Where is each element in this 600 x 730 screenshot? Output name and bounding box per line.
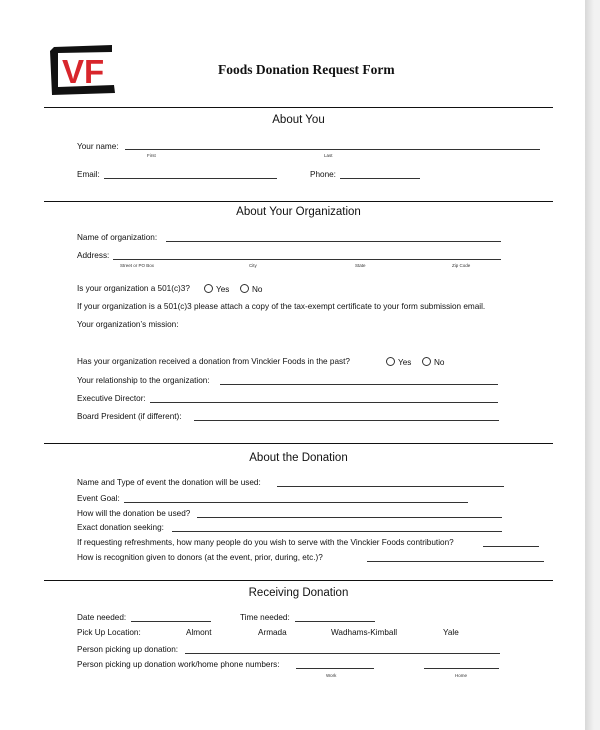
section-heading-about-you: About You xyxy=(272,114,325,126)
home-phone-field[interactable] xyxy=(424,668,499,669)
exec-director-label: Executive Director: xyxy=(77,394,146,403)
event-label: Name and Type of event the donation will be used: xyxy=(77,478,261,487)
vf-logo xyxy=(44,41,119,99)
q501-note: If your organization is a 501(c)3 please attach a copy of the tax-exempt certificate to your form submission email. xyxy=(77,302,486,311)
page-shadow xyxy=(585,0,600,730)
form-title: Foods Donation Request Form xyxy=(218,62,395,77)
first-caption: First xyxy=(147,153,156,158)
q501-label: Is your organization a 501(c)3? xyxy=(77,284,190,293)
section-divider xyxy=(44,580,553,581)
goal-field[interactable] xyxy=(124,502,468,503)
prior-yes-radio[interactable] xyxy=(386,357,395,366)
exec-director-field[interactable] xyxy=(150,402,498,403)
pickup-location-label: Pick Up Location: xyxy=(77,628,141,637)
q501-no-option[interactable] xyxy=(240,284,262,295)
prior-donation-label: Has your organization received a donation from Vinckier Foods in the past? xyxy=(77,357,350,366)
usage-label: How will the donation be used? xyxy=(77,509,191,518)
prior-no-text: No xyxy=(434,358,445,367)
relationship-label: Your relationship to the organization: xyxy=(77,376,210,385)
email-field[interactable] xyxy=(104,178,277,179)
prior-yes-text: Yes xyxy=(398,358,412,367)
section-divider xyxy=(44,201,553,202)
address-caption-city: City xyxy=(249,263,257,268)
address-caption-street: Street or PO Box xyxy=(120,263,155,268)
address-caption-state: State xyxy=(355,263,366,268)
prior-no-radio[interactable] xyxy=(422,357,431,366)
section-divider xyxy=(44,443,553,444)
time-needed-label: Time needed: xyxy=(240,613,290,622)
recognition-label: How is recognition given to donors (at the event, prior, during, etc.)? xyxy=(77,553,323,562)
goal-label: Event Goal: xyxy=(77,494,120,503)
q501-no-text: No xyxy=(252,285,263,294)
your-name-field[interactable] xyxy=(125,149,540,150)
location-option-wadhams-kimball[interactable]: Wadhams-Kimball xyxy=(331,628,398,637)
relationship-field[interactable] xyxy=(220,384,498,385)
q501-yes-text: Yes xyxy=(216,285,230,294)
section-heading-donation: About the Donation xyxy=(249,452,348,464)
q501-no-radio[interactable] xyxy=(240,284,249,293)
address-caption-zip: Zip Code xyxy=(452,263,471,268)
work-caption: Work xyxy=(326,673,337,678)
prior-no-option[interactable] xyxy=(422,357,444,368)
home-caption: Home xyxy=(455,673,468,678)
date-needed-label: Date needed: xyxy=(77,613,127,622)
person-pickup-field[interactable] xyxy=(185,653,500,654)
mission-label: Your organization’s mission: xyxy=(77,320,179,329)
section-heading-receiving: Receiving Donation xyxy=(248,587,349,599)
time-needed-field[interactable] xyxy=(295,621,375,622)
recognition-field[interactable] xyxy=(367,561,544,562)
exact-label: Exact donation seeking: xyxy=(77,523,164,532)
org-name-field[interactable] xyxy=(166,241,501,242)
email-label: Email: xyxy=(77,170,100,179)
phone-numbers-label: Person picking up donation work/home phone numbers: xyxy=(77,660,280,669)
q501-yes-option[interactable] xyxy=(204,284,229,295)
location-option-almont[interactable]: Almont xyxy=(186,628,212,637)
address-label: Address: xyxy=(77,251,110,260)
exact-field[interactable] xyxy=(172,531,502,532)
refreshments-field[interactable] xyxy=(483,546,539,547)
usage-field[interactable] xyxy=(197,517,502,518)
phone-label: Phone: xyxy=(310,170,336,179)
prior-yes-option[interactable] xyxy=(386,357,411,368)
board-president-label: Board President (if different): xyxy=(77,412,182,421)
svg-text:VF: VF xyxy=(62,53,105,90)
address-field[interactable] xyxy=(113,259,501,260)
section-divider xyxy=(44,107,553,108)
location-option-yale[interactable]: Yale xyxy=(443,628,459,637)
your-name-label: Your name: xyxy=(77,142,119,151)
location-option-armada[interactable]: Armada xyxy=(258,628,287,637)
work-phone-field[interactable] xyxy=(296,668,374,669)
last-caption: Last xyxy=(324,153,333,158)
person-pickup-label: Person picking up donation: xyxy=(77,645,179,654)
event-field[interactable] xyxy=(277,486,504,487)
board-president-field[interactable] xyxy=(194,420,499,421)
section-heading-organization: About Your Organization xyxy=(236,206,361,218)
q501-yes-radio[interactable] xyxy=(204,284,213,293)
phone-field[interactable] xyxy=(340,178,420,179)
date-needed-field[interactable] xyxy=(131,621,211,622)
refreshments-label: If requesting refreshments, how many people do you wish to serve with the Vinckier Foods contribution? xyxy=(77,538,454,547)
org-name-label: Name of organization: xyxy=(77,233,158,242)
